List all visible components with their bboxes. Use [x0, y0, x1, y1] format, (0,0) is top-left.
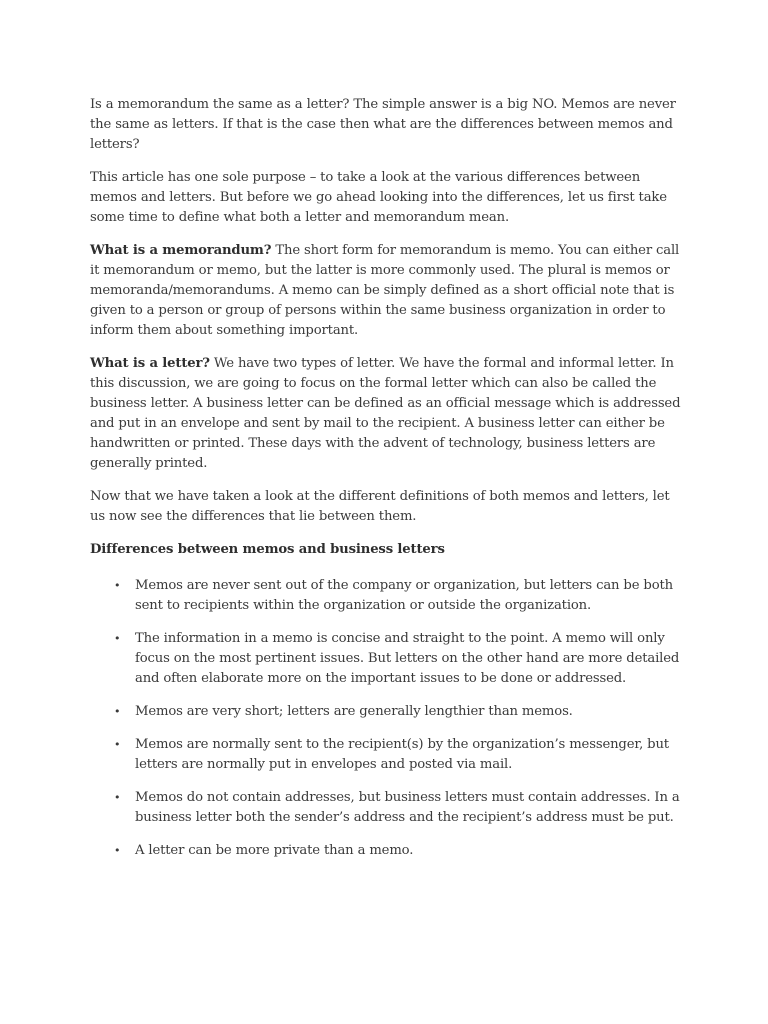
bullet-icon: • [114, 791, 121, 804]
list-item-text: Memos are never sent out of the company or organization, but letters can be both sent to recipients within the organization or outside the organization. [135, 578, 673, 613]
bullet-icon: • [114, 632, 121, 645]
list-item [90, 735, 686, 775]
bullet-icon: • [114, 705, 121, 718]
document-body [90, 95, 686, 874]
intro-paragraph-text: Is a memorandum the same as a letter? The simple answer is a big NO. Memos are never the same as letters. If that is the case then what are the differences between memos and letters? [90, 97, 676, 152]
memorandum-definition-paragraph [90, 241, 686, 341]
memorandum-definition-text: The short form for memorandum is memo. You can either call it memorandum or memo, but the latter is more commonly used. The plural is memos or memoranda/memorandums. A memo can be simply defined as a short official note that is given to a person or group of persons within the same business organization in order to inform them about something important. [90, 243, 680, 338]
list-item [90, 702, 686, 722]
transition-paragraph-text: Now that we have taken a look at the different definitions of both memos and letters, let us now see the differences that lie between them. [90, 489, 670, 524]
bullet-icon: • [114, 844, 121, 857]
list-item-text: The information in a memo is concise and straight to the point. A memo will only focus on the most pertinent issues. But letters on the other hand are more detailed and often elaborate more on the important issues to be done or addressed. [135, 631, 680, 686]
list-item [90, 576, 686, 616]
letter-definition-text: We have two types of letter. We have the formal and informal letter. In this discussion, we are going to focus on the formal letter which can also be called the business letter. A business letter can be defined as an official message which is addressed and put in an envelope and sent by mail to the recipient. A business letter can either be handwritten or printed. These days with the advent of technology, business letters are generally printed. [90, 356, 681, 471]
list-item [90, 841, 686, 861]
letter-definition-paragraph [90, 354, 686, 474]
memorandum-definition-heading: What is a memorandum? [90, 243, 272, 258]
section-heading: Differences between memos and business letters [90, 542, 445, 557]
purpose-paragraph-text: This article has one sole purpose – to take a look at the various differences between memos and letters. But before we go ahead looking into the differences, let us first take some time to define what both a letter and memorandum mean. [90, 170, 667, 225]
letter-definition-heading: What is a letter? [90, 356, 210, 371]
list-item-text: Memos do not contain addresses, but business letters must contain addresses. In a business letter both the sender’s address and the recipient’s address must be put. [135, 790, 680, 825]
intro-paragraph [90, 95, 686, 155]
list-item-text: Memos are very short; letters are generally lengthier than memos. [135, 704, 573, 719]
list-item [90, 788, 686, 828]
transition-paragraph [90, 487, 686, 527]
differences-list [90, 576, 686, 861]
list-item-text: Memos are normally sent to the recipient(s) by the organization’s messenger, but letters are normally put in envelopes and posted via mail. [135, 737, 669, 772]
list-item-text: A letter can be more private than a memo. [135, 843, 414, 858]
purpose-paragraph [90, 168, 686, 228]
list-item [90, 629, 686, 689]
bullet-icon: • [114, 579, 121, 592]
bullet-icon: • [114, 738, 121, 751]
